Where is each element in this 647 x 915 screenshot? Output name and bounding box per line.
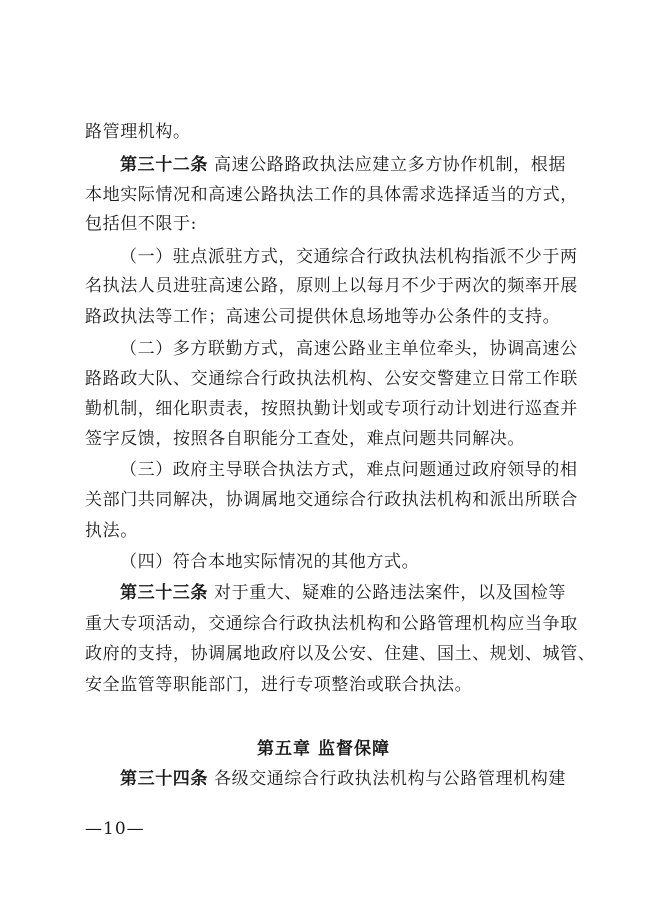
article-label: 第三十二条 <box>120 155 208 175</box>
article-text: 高速公路路政执法应建立多方协作机制，根据 <box>208 155 567 175</box>
text-line: 签字反馈，按照各自职能分工查处，难点问题共同解决。 <box>85 429 525 449</box>
article-label: 第三十三条 <box>120 583 208 603</box>
article-32-line <box>120 154 565 176</box>
text-line: （二）多方联勤方式，高速公路业主单位牵头，协调高速公 <box>120 339 578 359</box>
article-label: 第三十四条 <box>120 769 208 789</box>
article-34-line <box>120 768 565 790</box>
text-line: （四）符合本地实际情况的其他方式。 <box>120 552 420 572</box>
text-line: 重大专项活动，交通综合行政执法机构和公路管理机构应当争取 <box>85 614 578 634</box>
text-line: 勤机制，细化职责表，按照执勤计划或专项行动计划进行巡查并 <box>85 399 578 419</box>
page-number: —10— <box>85 819 145 839</box>
text-line: （一）驻点派驻方式，交通综合行政执法机构指派不少于两 <box>120 247 578 267</box>
text-line: 本地实际情况和高速公路执法工作的具体需求选择适当的方式， <box>85 185 578 205</box>
text-line: 包括但不限于: <box>85 214 197 234</box>
article-33-line <box>120 582 565 604</box>
text-line: 路路政大队、交通综合行政执法机构、公安交警建立日常工作联 <box>85 369 578 389</box>
chapter-title: 第五章 监督保障 <box>257 739 390 759</box>
text-line: 路政执法等工作；高速公司提供休息场地等办公条件的支持。 <box>85 307 561 327</box>
text-line: 路管理机构。 <box>85 122 191 142</box>
article-text: 各级交通综合行政执法机构与公路管理机构建 <box>208 769 567 789</box>
article-text: 对于重大、疑难的公路违法案件，以及国检等 <box>208 583 567 603</box>
text-line: 执法。 <box>85 521 138 541</box>
text-line: （三）政府主导联合执法方式，难点问题通过政府领导的相 <box>120 460 578 480</box>
text-line: 安全监管等职能部门，进行专项整治或联合执法。 <box>85 675 473 695</box>
text-line: 名执法人员进驻高速公路，原则上以每月不少于两次的频率开展 <box>85 276 578 296</box>
text-line: 政府的支持，协调属地政府以及公安、住建、国土、规划、城管、 <box>85 644 596 664</box>
text-line: 关部门共同解决，协调属地交通综合行政执法机构和派出所联合 <box>85 490 578 510</box>
